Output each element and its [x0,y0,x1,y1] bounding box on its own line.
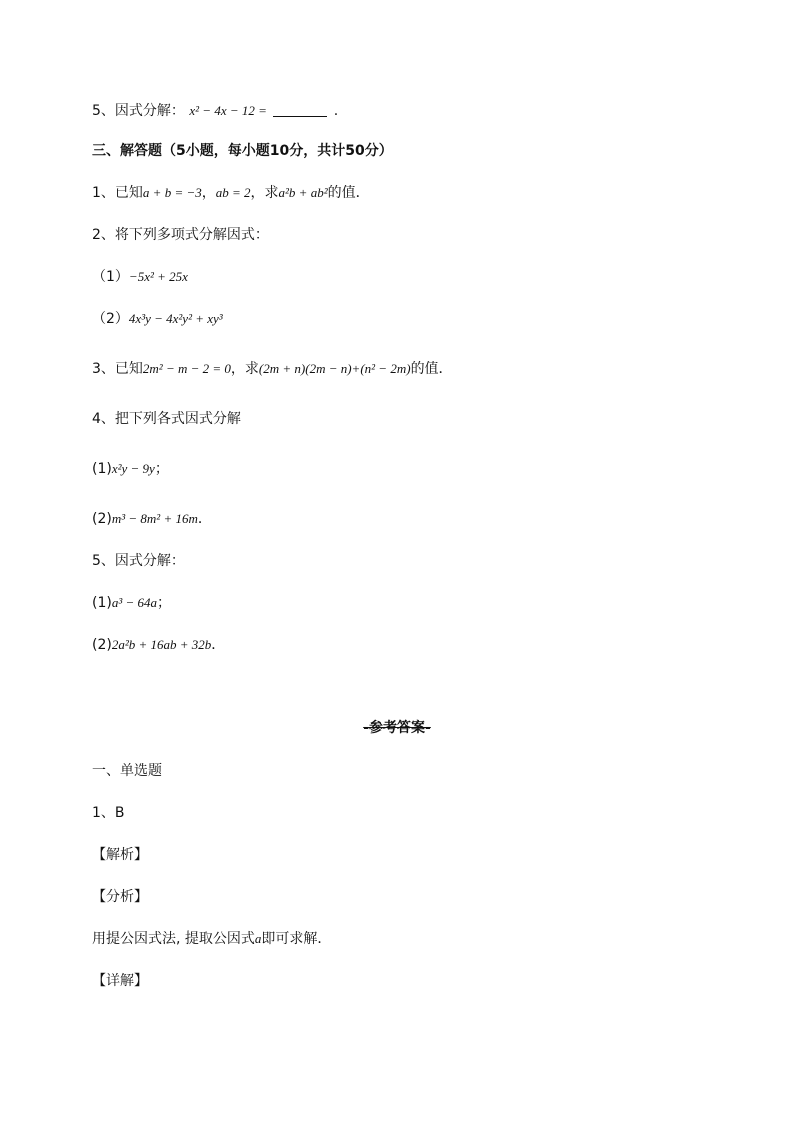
part-label: (1) [92,595,112,611]
question-2-part-1 [92,267,188,287]
math-expression: (2m + n)(2m − n)+(n² − 2m) [258,361,411,376]
math-expression: 2a²b + 16ab + 32b [111,637,212,652]
method-suffix: 即可求解． [261,931,332,947]
question-1 [92,183,370,203]
punctuation: ， [201,185,216,201]
math-expression: m³ − 8m² + 16m [111,511,198,526]
math-expression: 2m² − m − 2 = 0 [142,361,231,376]
question-mid: ，求 [230,361,259,377]
answer-key-heading [0,718,794,738]
fenxi-tag: 【分析】 [92,889,148,905]
question-5-previous [92,101,338,121]
answer-key-title: -参考答案- [363,720,431,736]
question-5-part-1 [92,593,171,613]
question-2-part-2 [92,309,223,329]
question-prefix: 3、已知 [92,361,143,377]
method-prefix: 用提公因式法, 提取公因式 [92,931,255,947]
math-expression: x²y − 9y [111,461,155,476]
analysis-tag: 【解析】 [92,847,148,863]
answer-section-1: 一、单选题 [92,763,162,779]
question-prefix: 1、已知 [92,185,143,201]
part-label: （1） [92,269,129,285]
detail-tag: 【详解】 [92,973,148,989]
math-expression: a + b = −3 [142,185,202,200]
answer-1: 1、B [92,805,125,821]
punctuation: ． [197,511,212,527]
part-label: (2) [92,511,112,527]
question-suffix: 的值． [410,361,453,377]
punctuation: ． [211,637,226,653]
part-label: (1) [92,461,112,477]
question-label: 5、因式分解： [92,103,185,119]
part-label: （2） [92,311,129,327]
punctuation: . [333,103,339,119]
answer-blank [273,104,327,117]
question-5-part-2 [92,635,225,655]
question-3 [92,359,453,379]
question-4-part-2 [92,509,212,529]
punctuation: ； [154,461,169,477]
part-label: (2) [92,637,112,653]
question-2-title: 2、将下列多项式分解因式： [92,227,269,243]
method-line [92,929,331,949]
section-3-heading: 三、解答题（5小题，每小题10分，共计50分） [92,143,393,159]
math-variable: a [254,931,262,946]
question-suffix: 的值． [327,185,370,201]
question-mid: ，求 [250,185,279,201]
punctuation: ； [157,595,172,611]
question-4-title: 4、把下列各式因式分解 [92,411,241,427]
math-expression: 4x³y − 4x²y² + xy³ [128,311,223,326]
math-expression: ab = 2 [215,185,251,200]
math-expression: a³ − 64a [111,595,158,610]
question-5-title: 5、因式分解： [92,553,185,569]
math-expression: x² − 4x − 12 = [189,103,267,118]
math-expression: −5x² + 25x [128,269,188,284]
question-4-part-1 [92,459,169,479]
math-expression: a²b + ab² [278,185,328,200]
